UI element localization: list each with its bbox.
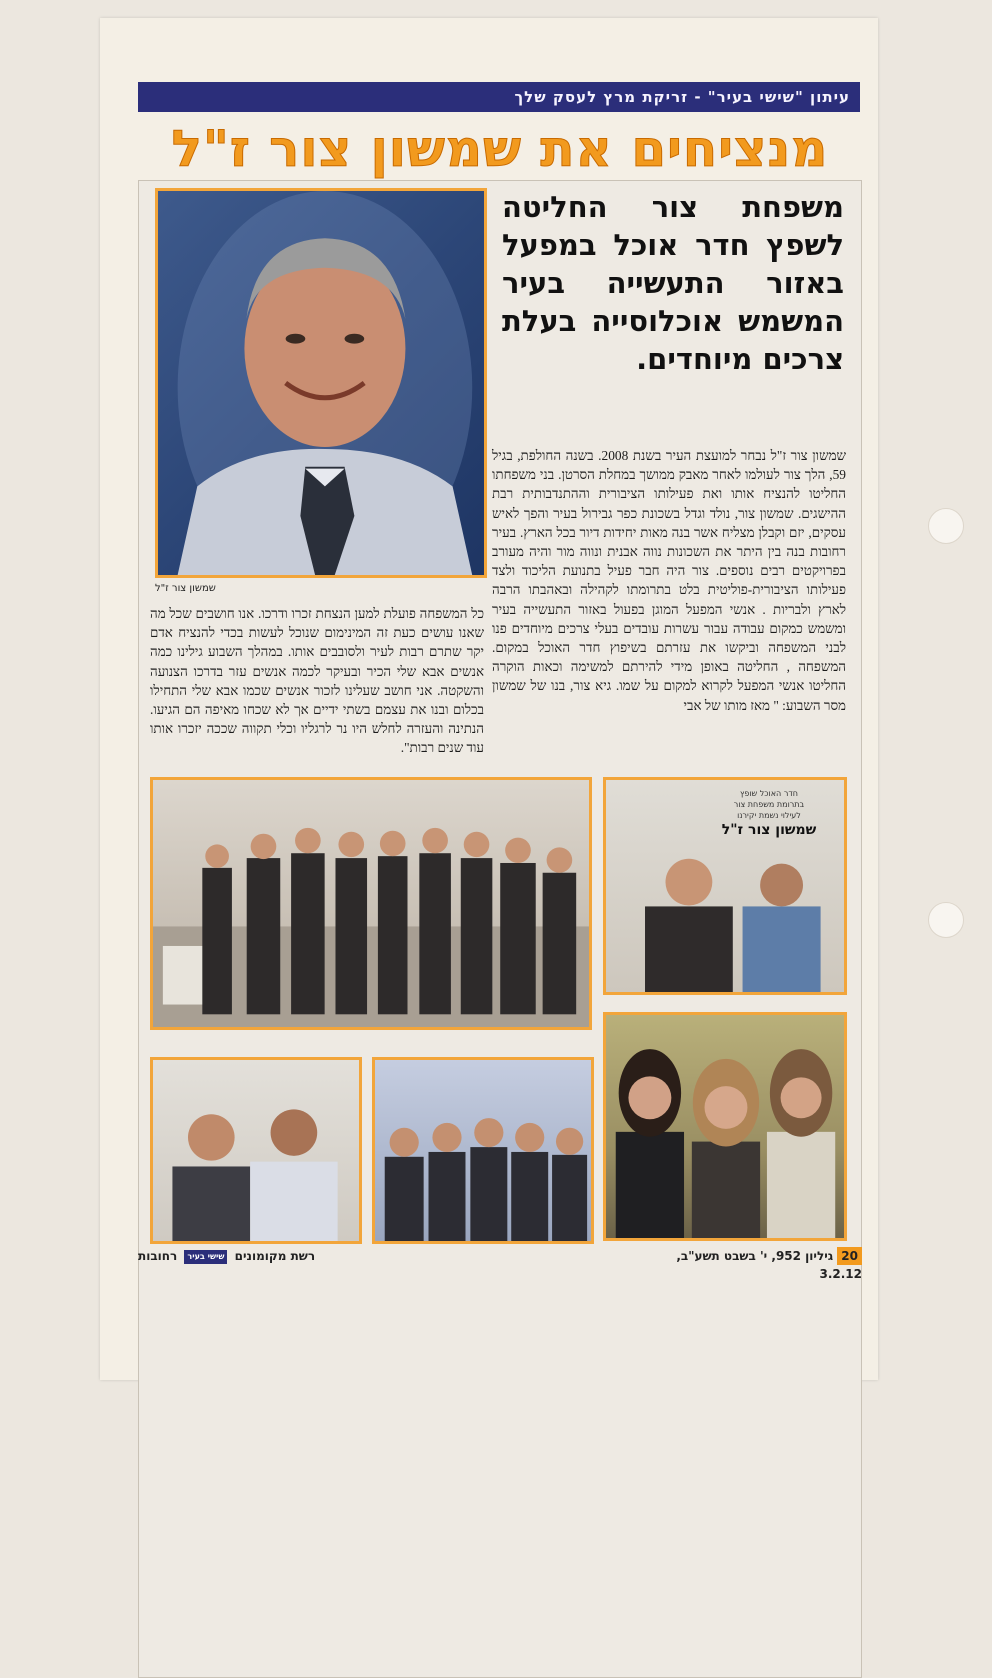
women-photo <box>603 1012 847 1241</box>
network-label: רשת מקומונים <box>234 1249 316 1263</box>
issue-info: גיליון 952, י' בשבט תשע"ב, 3.2.12 <box>676 1249 862 1281</box>
page-footer-brand <box>138 1247 378 1265</box>
plaque-figures <box>606 780 844 992</box>
plaque-photo <box>603 777 847 995</box>
portrait-photo <box>155 188 487 578</box>
city-label: רחובות <box>138 1249 178 1263</box>
two-men-figures <box>153 1060 359 1241</box>
plaque-line-1: חדר האוכל שופץ <box>740 789 798 798</box>
newspaper-banner: עיתון "שישי בעיר" - זריקת מרץ לעסק שלך <box>138 82 860 112</box>
article-subheadline: משפחת צור החליטה לשפץ חדר אוכל במפעל באזור התעשייה בעיר המשמש אוכלוסייה בעלת צרכים מיוחדים. <box>502 190 844 376</box>
two-men-photo <box>150 1057 362 1244</box>
article-headline: מנציחים את שמשון צור ז"ל <box>171 120 829 178</box>
page-number: 20 <box>837 1247 862 1265</box>
brand-logo: שישי בעיר <box>184 1250 227 1264</box>
men-group-figures <box>375 1060 591 1241</box>
portrait-caption: שמשון צור ז"ל <box>155 583 216 594</box>
punch-hole-top <box>928 508 964 544</box>
group-photo-family <box>150 777 592 1030</box>
men-group-photo <box>372 1057 594 1244</box>
group-figures <box>153 780 589 1027</box>
women-figures <box>606 1015 844 1238</box>
portrait-figure <box>158 191 484 575</box>
plaque-line-2: בתרומת משפחת צור <box>733 800 805 809</box>
page-footer-issue <box>640 1247 862 1281</box>
punch-hole-bottom <box>928 902 964 938</box>
article-body-left-column: כל המשפחה פועלת למען הנצחת זכרו ודרכו. אנו חושבים שכל מה שאנו עושים כעת זה המינימום שנוכל לעשות בכדי להנציח אדם יקר שתרם רבות לעיר ולסובבים אותו. במהלך השבוע גילינו כמה אנשים אבא שלי הכיר ובעיקר לכמה אנשים עזר בדרכו הצנועה והשקטה. אני חושב שעלינו לזכור אנשים שכמו אבא שלי התחילו בכלום ובנו את עצמם בשתי ידיים אך לא שכחו מאיפה הם הגיעו. הנתינה והעזרה לחלש היו נר לרגליו וכלי תקווה שככה יזכרו אותו עוד שנים רבות". <box>150 606 484 756</box>
article-body-right-column: שמשון צור ז"ל נבחר למועצת העיר בשנת 2008. בשנה החולפת, בגיל 59, הלך צור לעולמו לאחר מאבק ממושך במחלת הסרטן. בני משפחתו החליטו להנציח אותו ואת פעילותו הציבורית וההתנדבותית רבת ההישגים. שמשון צור, נולד וגדל בשכונת כפר גבירול בעיר והפך לאיש עסקים, יזם וקבלן מצליח אשר בנה מאות יחידות דיור בכל הארץ. בעיר רחובות בנה בין היתר את השכונות נווה אבנית ונווה מור והיה מעורב בפרויקטים רבים נוספים. צור היה חבר פעיל בתנועת הליכוד ולצד פעילותו הציבורית-פוליטית בלט בתרומתו לקהילה ובאהבתו הרבה לארץ ולבריות . אנשי המפעל המוגן בפעול באזור התעשייה בעיר ומשמש כמקום עבודה עבור עשרות עובדים בעלי צרכים מיוחדים פנו לבני המשפחה וביקשו את עזרתם בשיפוץ חדר האוכל במקום. המשפחה , החליטה באופן מידי להירתם למשימה וכאות הוקרה החליטו אנשי המפעל לקרוא למקום על שמו. גיא צור, בנו של שמשון מסר השבוע: " מאז מותו של אבי <box>492 448 846 713</box>
plaque-line-3: לעילוי נשמת יקירנו <box>737 811 801 820</box>
plaque-title: שמשון צור ז"ל <box>721 822 817 838</box>
